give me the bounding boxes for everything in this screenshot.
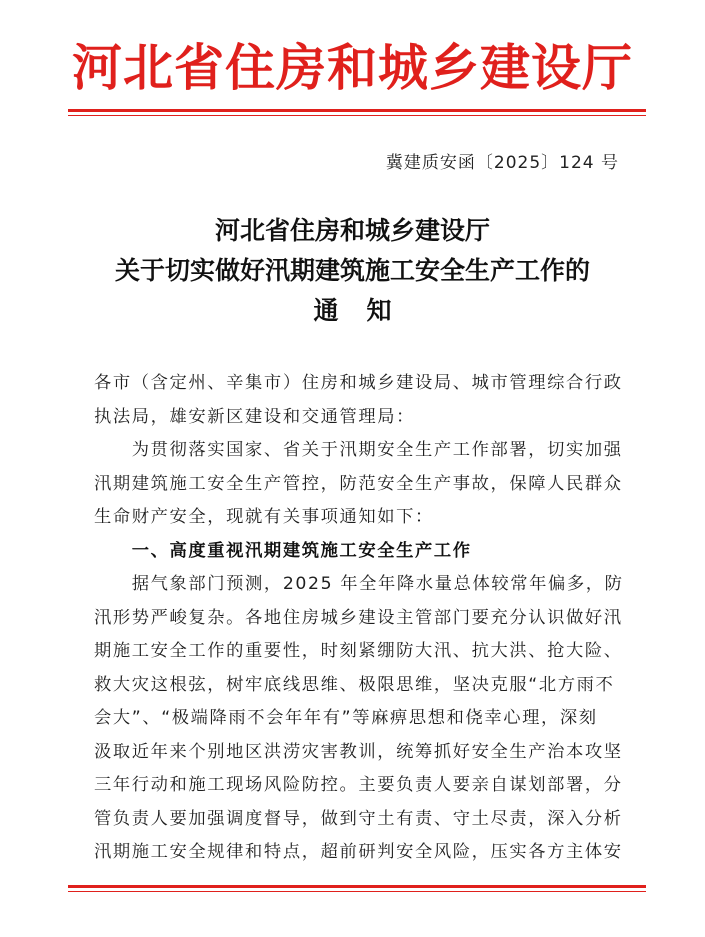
title-line-3: 通知 (313, 296, 420, 325)
body-line: 为贯彻落实国家、省关于汛期安全生产工作部署，切实加强 (94, 440, 623, 460)
body-line: 管负责人要加强调度督导，做到守土有责、守土尽责，深入分析 (94, 808, 623, 829)
body-line: 救大灾这根弦，树牢底线思维、极限思维，坚决克服“北方雨不 (94, 674, 615, 695)
body-line: 三年行动和施工现场风险防控。主要负责人要亲自谋划部署，分 (94, 775, 623, 795)
body-line: 据气象部门预测，2025 年全年降水量总体较常年偏多，防 (94, 574, 624, 594)
body-line: 汲取近年来个别地区洪涝灾害教训，统筹抓好安全生产治本攻坚 (94, 741, 623, 762)
header-rule-thick (68, 109, 646, 112)
body-line: 汛期施工安全规律和特点，超前研判安全风险，压实各方主体安 (94, 842, 623, 862)
title-line-1: 河北省住房和城乡建设厅 (214, 216, 490, 245)
body-line: 期施工安全工作的重要性，时刻紧绷防大汛、抗大洪、抢大险、 (94, 641, 623, 661)
title-line-2: 关于切实做好汛期建筑施工安全生产工作的 (114, 256, 590, 285)
body-line: 生命财产安全，现就有关事项通知如下： (94, 507, 434, 527)
masthead: 河北省住房和城乡建设厅 (72, 39, 633, 97)
body-line: 汛形势严峻复杂。各地住房城乡建设主管部门要充分认识做好汛 (94, 607, 623, 628)
body-line: 各市（含定州、辛集市）住房和城乡建设局、城市管理综合行政 (94, 373, 623, 393)
footer-rule-thin (68, 891, 646, 892)
body-line: 汛期建筑施工安全生产管控，防范安全生产事故，保障人民群众 (94, 473, 623, 494)
document-body (94, 367, 626, 870)
header-rule-thin (68, 115, 646, 116)
section-heading: 一、高度重视汛期建筑施工安全生产工作 (94, 540, 472, 561)
body-line: 会大”、“极端降雨不会年年有”等麻痹思想和侥幸心理，深刻 (94, 708, 598, 728)
footer-rule-thick (68, 885, 646, 888)
document-number: 冀建质安函〔2025〕124 号 (385, 153, 619, 173)
body-line: 执法局，雄安新区建设和交通管理局： (94, 406, 415, 427)
